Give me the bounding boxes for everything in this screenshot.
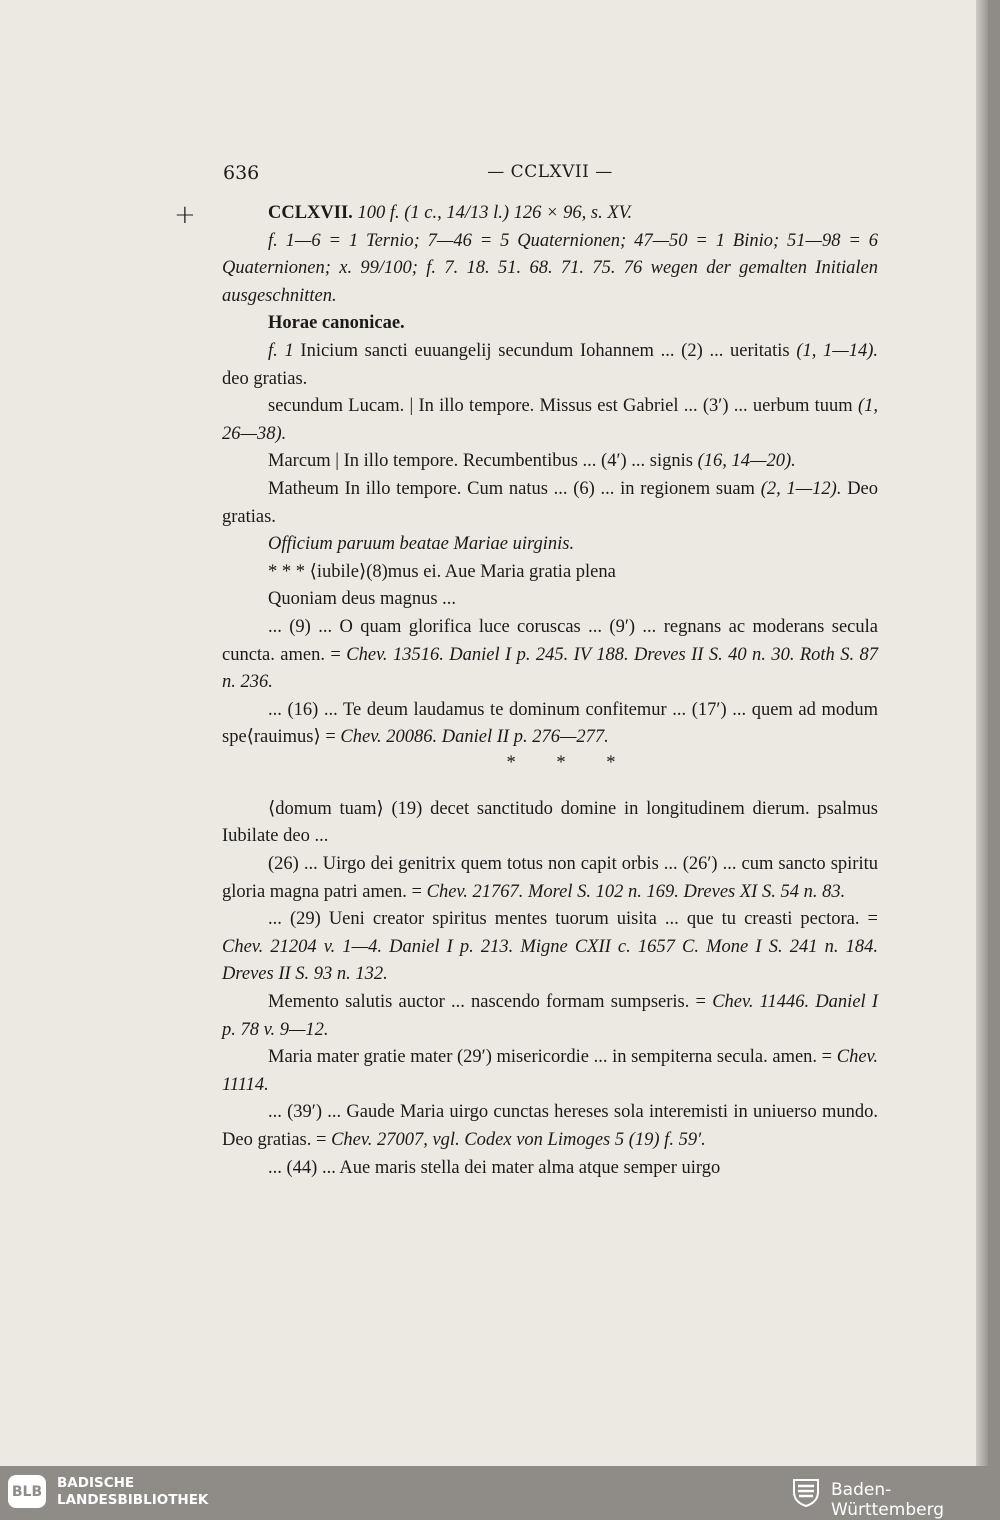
collation: f. 1—6 = 1 Ternio; 7—46 = 5 Quaternionen; 47—50 = 1 Binio; 51—98 = 6 Quaternionen; x. 99/100; f. 7. 18. 51. 68. 71. 75. 76 wegen der gemalten Initialen ausgeschnitten. xyxy=(222,230,878,306)
margin-mark: + xyxy=(174,200,196,230)
blb-logo[interactable]: BLB xyxy=(8,1475,46,1508)
footer-bar xyxy=(0,1466,1000,1520)
section-asterisks: * * * xyxy=(506,752,634,773)
entry-physical: 100 f. (1 c., 14/13 l.) 126 × 96, s. XV. xyxy=(357,203,633,223)
paragraph-te-deum: ... (16) ... Te deum laudamus te dominum confitemur ... (17′) ... quem ad modum spe⟨rauimus⟩ = Chev. 20086. Daniel II p. 276—277. xyxy=(222,699,878,748)
paragraph-maria-mater: Maria mater gratie mater (29′) misericordie ... in sempiterna secula. amen. = Chev. 11114. xyxy=(222,1047,879,1095)
paragraph-ueni-creator: ... (29) Ueni creator spiritus mentes tuorum uisita ... que tu creasti pectora. = Chev. 21204 v. 1—4. Daniel I p. 213. Migne CXII c. 1657 C. Mone I S. 241 n. 184. Dreves II S. 93 n. 132. xyxy=(222,909,878,985)
paragraph-lucas: secundum Lucam. | In illo tempore. Missus est Gabriel ... (3′) ... uerbum tuum (1, 26—38). xyxy=(222,396,878,444)
officium-title: Officium paruum beatae Mariae uirginis. xyxy=(268,534,575,555)
running-header xyxy=(222,162,878,192)
page-edge xyxy=(976,0,988,1466)
paragraph-gaude: ... (39′) ... Gaude Maria uirgo cunctas hereses sola interemisti in uniuerso mundo. Deo gratias. = Chev. 27007, vgl. Codex von Limoges 5 (19) f. 59′. xyxy=(222,1102,878,1150)
entry-number: CCLXVII. xyxy=(268,203,353,223)
paragraph-domum: ⟨domum tuam⟩ (19) decet sanctitudo domine in longitudinem dierum. psalmus Iubilate deo ... xyxy=(222,798,878,847)
state-name[interactable]: Baden-Württemberg xyxy=(831,1480,945,1520)
paragraph-memento: Memento salutis auctor ... nascendo formam sumpseris. = Chev. 11446. Daniel I p. 78 v. 9—12. xyxy=(222,992,879,1040)
paragraph-iubilemus: * * * ⟨iubile⟩(8)mus ei. Aue Maria gratia plena xyxy=(268,561,616,582)
catalog-entry xyxy=(222,200,878,1182)
paragraph-o-quam: ... (9) ... O quam glorifica luce coruscas ... (9′) ... regnans ac moderans secula cuncta. amen. = Chev. 13516. Daniel I p. 245. IV 188. Dreves II S. 40 n. 30. Roth S. 87 n. 236. xyxy=(222,616,879,693)
entry-heading xyxy=(222,200,878,228)
paragraph-johannes: f. 1 Inicium sancti euuangelij secundum Iohannem ... (2) ... ueritatis (1, 1—14). deo gratias. xyxy=(222,340,879,389)
content-title: Horae canonicae. xyxy=(268,313,405,334)
paragraph-uirgo: (26) ... Uirgo dei genitrix quem totus non capit orbis ... (26′) ... cum sancto spiritu gloria magna patri amen. = Chev. 21767. Morel S. 102 n. 169. Dreves XI S. 54 n. 83. xyxy=(222,854,878,902)
paragraph-aue-maris: ... (44) ... Aue maris stella dei mater alma atque semper uirgo xyxy=(268,1157,721,1178)
paragraph-matheus: Matheum In illo tempore. Cum natus ... (6) ... in regionem suam (2, 1—12). Deo gratias. xyxy=(222,478,879,527)
coat-of-arms-icon xyxy=(790,1476,822,1508)
library-name[interactable]: BADISCHE LANDESBIBLIOTHEK xyxy=(57,1475,209,1508)
paragraph-marcus: Marcum | In illo tempore. Recumbentibus ... (4′) ... signis (16, 14—20). xyxy=(268,451,796,472)
page-number: 636 xyxy=(223,162,260,184)
running-title: — CCLXVII — xyxy=(487,162,613,182)
paragraph-quoniam: Quoniam deus magnus ... xyxy=(268,589,457,610)
